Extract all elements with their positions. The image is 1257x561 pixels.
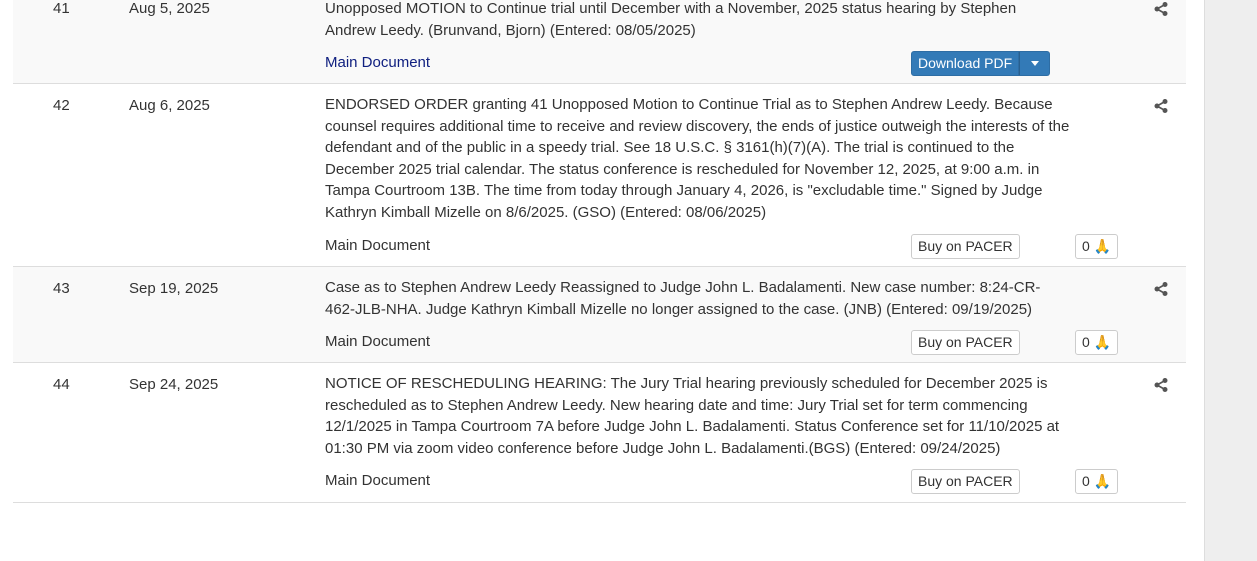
share-icon[interactable] bbox=[1153, 281, 1169, 297]
entry-date: Aug 6, 2025 bbox=[129, 97, 210, 114]
buy-on-pacer-button[interactable]: Buy on PACER bbox=[911, 234, 1020, 259]
main-document-label: Main Document bbox=[325, 472, 431, 489]
docket-row-44 bbox=[13, 363, 1186, 503]
main-document-link[interactable]: Main Document bbox=[325, 54, 431, 71]
entry-date: Aug 5, 2025 bbox=[129, 0, 210, 17]
main-document-label: Main Document bbox=[325, 237, 431, 254]
entry-number: 41 bbox=[53, 0, 70, 17]
docket-row-41 bbox=[13, 0, 1186, 84]
docket-entries-table bbox=[13, 0, 1186, 503]
entry-description: ENDORSED ORDER granting 41 Unopposed Motion to Continue Trial as to Stephen Andrew Leedy. Because counsel requires additional time to receive and review discovery, the ends of justice outweigh the interests of the defendant and of the public in a speedy trial. See 18 U.S.C. § 3161(h)(7)(A). The trial is continued to the December 2025 trial calendar. The status conference is rescheduled for November 12, 2025, at 9:00 a.m. in Tampa Courtroom 13B. The time from today through January 4, 2026, is "excludable time." Signed by Judge Kathryn Kimball Mizelle on 8/6/2025. (GSO) (Entered: 08/06/2025) bbox=[325, 96, 1070, 221]
download-options-dropdown[interactable] bbox=[1019, 51, 1050, 76]
entry-date: Sep 19, 2025 bbox=[129, 280, 219, 297]
prayer-count: 0 bbox=[1082, 473, 1090, 489]
download-pdf-button[interactable]: Download PDF bbox=[911, 51, 1019, 76]
praying-hands-icon: 🙏 bbox=[1093, 473, 1112, 489]
entry-date: Sep 24, 2025 bbox=[129, 376, 219, 393]
prayer-count: 0 bbox=[1082, 238, 1090, 254]
share-icon[interactable] bbox=[1153, 377, 1169, 393]
chevron-down-icon bbox=[1031, 61, 1039, 66]
prayer-button[interactable] bbox=[1075, 234, 1118, 259]
entry-description: NOTICE OF RESCHEDULING HEARING: The Jury Trial hearing previously scheduled for December 2025 is rescheduled as to Stephen Andrew Leedy. New hearing date and time: Jury Trial set for term commencing 12/1/2025 in Tampa Courtroom 7A before Judge John L. Badalamenti. Status Conference set for 11/10/2025 at 01:30 PM via zoom video conference before Judge John L. Badalamenti.(BGS) (Entered: 09/24/2025) bbox=[325, 375, 1060, 457]
prayer-button[interactable] bbox=[1075, 469, 1118, 494]
share-icon[interactable] bbox=[1153, 1, 1169, 17]
entry-number: 42 bbox=[53, 97, 70, 114]
prayer-count: 0 bbox=[1082, 334, 1090, 350]
entry-number: 43 bbox=[53, 280, 70, 297]
praying-hands-icon: 🙏 bbox=[1093, 238, 1112, 254]
buy-on-pacer-button[interactable]: Buy on PACER bbox=[911, 330, 1020, 355]
share-icon[interactable] bbox=[1153, 98, 1169, 114]
entry-number: 44 bbox=[53, 376, 70, 393]
download-pdf-split-button bbox=[911, 51, 1050, 76]
docket-row-42 bbox=[13, 84, 1186, 267]
main-document-label: Main Document bbox=[325, 333, 431, 350]
entry-description: Unopposed MOTION to Continue trial until December with a November, 2025 status hearing by Stephen Andrew Leedy. (Brunvand, Bjorn) (Entered: 08/05/2025) bbox=[325, 0, 1017, 39]
praying-hands-icon: 🙏 bbox=[1093, 334, 1112, 350]
buy-on-pacer-button[interactable]: Buy on PACER bbox=[911, 469, 1020, 494]
prayer-button[interactable] bbox=[1075, 330, 1118, 355]
entry-description: Case as to Stephen Andrew Leedy Reassigned to Judge John L. Badalamenti. New case number: 8:24-CR-462-JLB-NHA. Judge Kathryn Kimball Mizelle no longer assigned to the case. (JNB) (Entered: 09/19/2025) bbox=[325, 279, 1041, 318]
right-sidebar-gutter bbox=[1204, 0, 1257, 561]
docket-row-43 bbox=[13, 267, 1186, 363]
